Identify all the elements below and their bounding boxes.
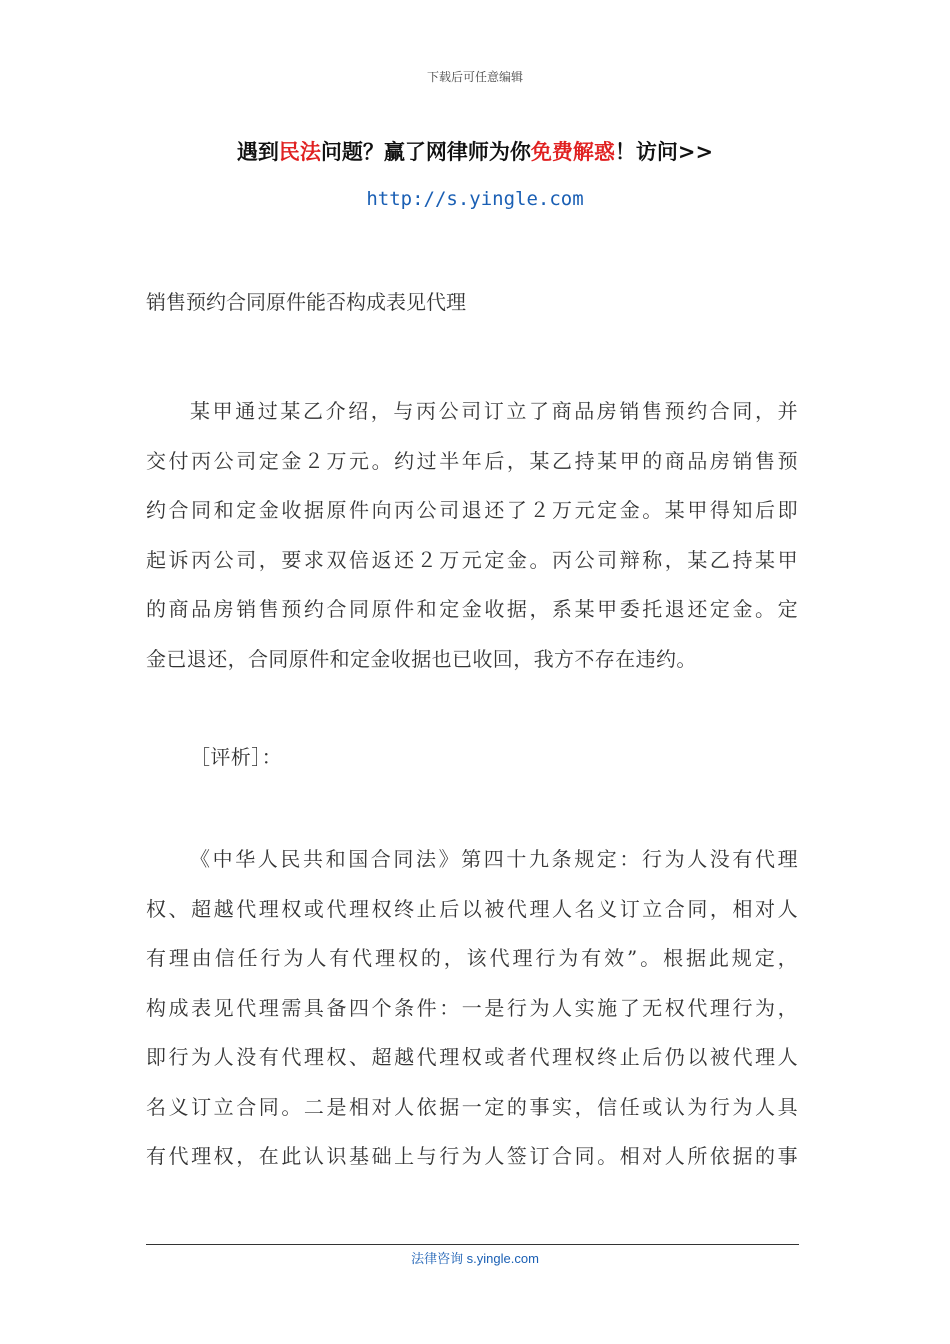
paragraph-line: 构成表见代理需具备四个条件：一是行为人实施了无权代理行为， <box>146 995 798 1020</box>
paragraph-line: 有代理权，在此认识基础上与行为人签订合同。相对人所依据的事 <box>146 1144 798 1168</box>
paragraph-line: 的商品房销售预约合同原件和定金收据，系某甲委托退还定金。定 <box>146 597 798 621</box>
paragraph-line: 有理由信任行为人有代理权的，该代理行为有效”。根据此规定， <box>146 946 798 970</box>
paragraph-line: 交付丙公司定金２万元。约过半年后，某乙持某甲的商品房销售预 <box>146 448 798 473</box>
document-title: 销售预约合同原件能否构成表见代理 <box>146 290 466 314</box>
analysis-label <box>146 733 798 783</box>
promo-banner <box>0 136 950 166</box>
paragraph-line: 《中华人民共和国合同法》第四十九条规定：行为人没有代理 <box>190 847 798 871</box>
analysis-label-text: ［评析］： <box>190 745 282 769</box>
analysis-paragraph <box>146 835 798 1182</box>
paragraph-line: 即行为人没有代理权、超越代理权或者代理权终止后仍以被代理人 <box>146 1045 798 1069</box>
banner-text-1: 遇到 <box>236 139 279 164</box>
banner-text-3: ！访问>> <box>614 139 714 164</box>
paragraph-line: 权、超越代理权或代理权终止后以被代理人名义订立合同，相对人 <box>146 896 798 921</box>
paragraph-line: 约合同和定金收据原件向丙公司退还了２万元定金。某甲得知后即 <box>146 498 798 522</box>
header-note: 下载后可任意编辑 <box>426 70 523 84</box>
case-paragraph <box>146 387 798 684</box>
banner-text-2: 问题？赢了网律师为你 <box>320 139 531 164</box>
banner-highlight-civil-law: 民法 <box>278 139 321 164</box>
banner-highlight-free: 免费解惑 <box>530 139 615 164</box>
footer-link[interactable]: 法律咨询 s.yingle.com <box>411 1251 539 1266</box>
paragraph-line: 名义订立合同。二是相对人依据一定的事实，信任或认为行为人具 <box>146 1094 798 1119</box>
paragraph-line: 起诉丙公司，要求双倍返还２万元定金。丙公司辩称，某乙持某甲 <box>146 547 798 572</box>
banner-link[interactable]: http://s.yingle.com <box>366 188 584 210</box>
paragraph-line: 金已退还，合同原件和定金收据也已收回，我方不存在违约。 <box>146 646 697 671</box>
footer-divider <box>146 1244 799 1245</box>
paragraph-line: 某甲通过某乙介绍，与丙公司订立了商品房销售预约合同，并 <box>190 399 798 423</box>
